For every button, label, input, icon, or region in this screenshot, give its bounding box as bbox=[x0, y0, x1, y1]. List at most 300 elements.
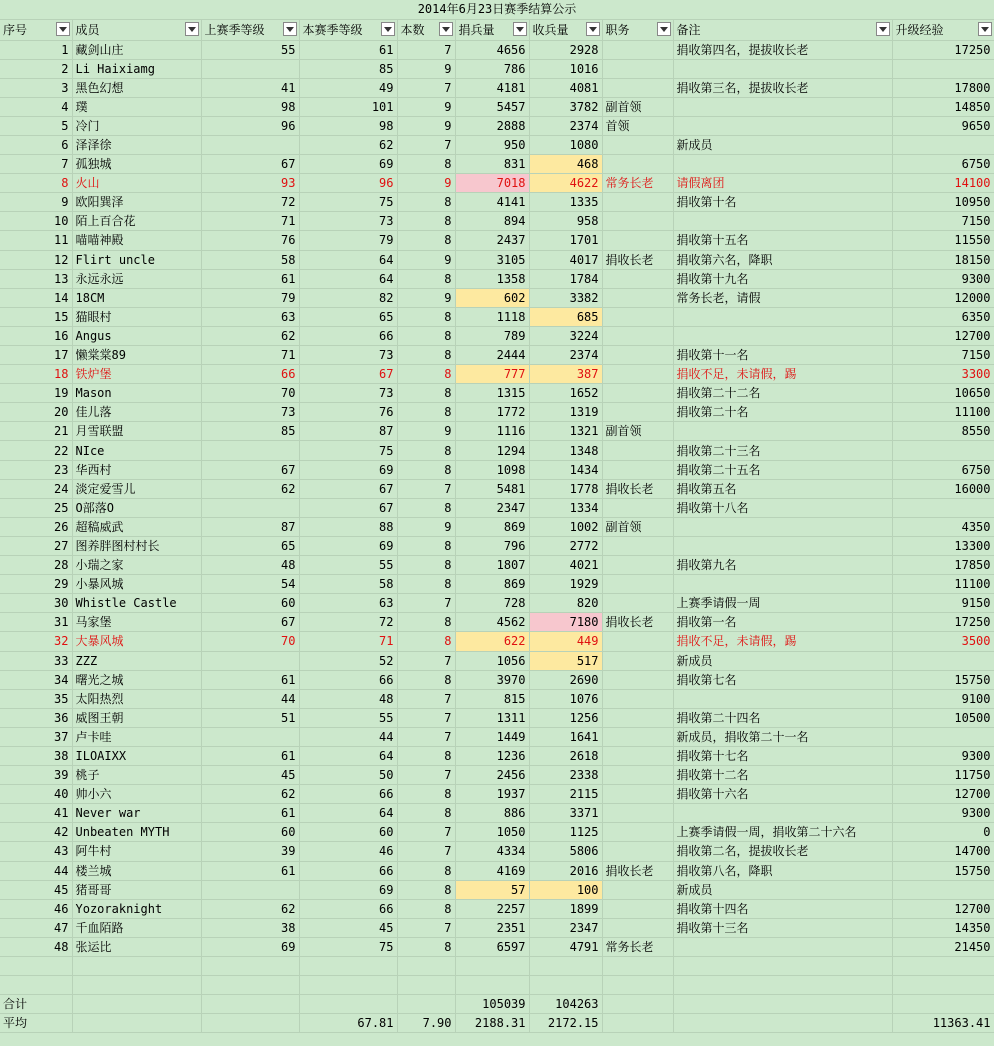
cell-exp[interactable]: 10950 bbox=[892, 193, 994, 212]
cell-donated[interactable]: 622 bbox=[455, 632, 529, 651]
cell-role[interactable] bbox=[602, 40, 673, 59]
cell-received[interactable]: 2374 bbox=[529, 346, 602, 365]
cell-exp[interactable]: 10500 bbox=[892, 708, 994, 727]
cell-exp[interactable] bbox=[892, 59, 994, 78]
cell-note[interactable]: 捐收第十九名 bbox=[673, 269, 892, 288]
cell-note[interactable] bbox=[673, 804, 892, 823]
cell-count[interactable]: 8 bbox=[397, 498, 455, 517]
cell-member[interactable]: 璞 bbox=[72, 97, 201, 116]
empty-cell[interactable] bbox=[892, 995, 994, 1014]
cell-role[interactable] bbox=[602, 918, 673, 937]
cell-index[interactable]: 5 bbox=[0, 116, 72, 135]
cell-received[interactable]: 685 bbox=[529, 307, 602, 326]
cell-received[interactable]: 1335 bbox=[529, 193, 602, 212]
cell-role[interactable] bbox=[602, 135, 673, 154]
cell-count[interactable]: 8 bbox=[397, 556, 455, 575]
empty-cell[interactable] bbox=[201, 976, 299, 995]
cell-exp[interactable]: 4350 bbox=[892, 517, 994, 536]
cell-donated[interactable]: 1449 bbox=[455, 727, 529, 746]
cell-index[interactable]: 43 bbox=[0, 842, 72, 861]
cell-count[interactable]: 8 bbox=[397, 307, 455, 326]
cell-role[interactable] bbox=[602, 59, 673, 78]
cell-count[interactable]: 8 bbox=[397, 441, 455, 460]
cell-donated[interactable]: 1358 bbox=[455, 269, 529, 288]
cell-last-level[interactable]: 62 bbox=[201, 785, 299, 804]
cell-count[interactable]: 8 bbox=[397, 785, 455, 804]
cell-received[interactable]: 4622 bbox=[529, 174, 602, 193]
empty-cell[interactable] bbox=[673, 957, 892, 976]
empty-cell[interactable] bbox=[397, 995, 455, 1014]
cell-count[interactable]: 8 bbox=[397, 804, 455, 823]
cell-current-level[interactable]: 69 bbox=[299, 880, 397, 899]
cell-index[interactable]: 14 bbox=[0, 288, 72, 307]
cell-note[interactable]: 新成员 bbox=[673, 651, 892, 670]
cell-member[interactable]: 陌上百合花 bbox=[72, 212, 201, 231]
cell-member[interactable]: 华西村 bbox=[72, 460, 201, 479]
cell-donated[interactable]: 1050 bbox=[455, 823, 529, 842]
cell-member[interactable]: 18CM bbox=[72, 288, 201, 307]
cell-exp[interactable]: 11750 bbox=[892, 766, 994, 785]
cell-member[interactable]: Yozoraknight bbox=[72, 899, 201, 918]
cell-role[interactable] bbox=[602, 346, 673, 365]
cell-count[interactable]: 7 bbox=[397, 823, 455, 842]
cell-received[interactable]: 1784 bbox=[529, 269, 602, 288]
cell-count[interactable]: 7 bbox=[397, 135, 455, 154]
cell-last-level[interactable]: 54 bbox=[201, 575, 299, 594]
cell-last-level[interactable]: 61 bbox=[201, 670, 299, 689]
cell-count[interactable]: 8 bbox=[397, 937, 455, 956]
cell-current-level[interactable]: 82 bbox=[299, 288, 397, 307]
cell-last-level[interactable]: 62 bbox=[201, 899, 299, 918]
cell-note[interactable]: 捐收第十名 bbox=[673, 193, 892, 212]
cell-count[interactable]: 8 bbox=[397, 384, 455, 403]
empty-cell[interactable] bbox=[299, 957, 397, 976]
cell-count[interactable]: 8 bbox=[397, 155, 455, 174]
cell-count[interactable]: 7 bbox=[397, 40, 455, 59]
cell-last-level[interactable] bbox=[201, 498, 299, 517]
cell-current-level[interactable]: 76 bbox=[299, 403, 397, 422]
cell-donated[interactable]: 2347 bbox=[455, 498, 529, 517]
cell-note[interactable]: 捐收第十五名 bbox=[673, 231, 892, 250]
cell-member[interactable]: 佳儿落 bbox=[72, 403, 201, 422]
cell-member[interactable]: Whistle Castle bbox=[72, 594, 201, 613]
cell-last-level[interactable]: 72 bbox=[201, 193, 299, 212]
averages-row-exp[interactable]: 11363.41 bbox=[892, 1014, 994, 1033]
cell-donated[interactable]: 2437 bbox=[455, 231, 529, 250]
cell-donated[interactable]: 886 bbox=[455, 804, 529, 823]
cell-count[interactable]: 9 bbox=[397, 288, 455, 307]
cell-exp[interactable]: 10650 bbox=[892, 384, 994, 403]
cell-current-level[interactable]: 87 bbox=[299, 422, 397, 441]
cell-role[interactable]: 捐收长老 bbox=[602, 861, 673, 880]
cell-current-level[interactable]: 69 bbox=[299, 536, 397, 555]
cell-note[interactable]: 捐收第六名，降职 bbox=[673, 250, 892, 269]
empty-cell[interactable] bbox=[201, 1014, 299, 1033]
cell-role[interactable] bbox=[602, 307, 673, 326]
cell-index[interactable]: 31 bbox=[0, 613, 72, 632]
cell-role[interactable] bbox=[602, 842, 673, 861]
empty-cell[interactable] bbox=[673, 995, 892, 1014]
cell-role[interactable] bbox=[602, 403, 673, 422]
cell-index[interactable]: 37 bbox=[0, 727, 72, 746]
cell-donated[interactable]: 4141 bbox=[455, 193, 529, 212]
cell-exp[interactable]: 15750 bbox=[892, 670, 994, 689]
cell-member[interactable]: 藏剑山庄 bbox=[72, 40, 201, 59]
cell-current-level[interactable]: 75 bbox=[299, 441, 397, 460]
cell-count[interactable]: 7 bbox=[397, 708, 455, 727]
cell-last-level[interactable]: 62 bbox=[201, 479, 299, 498]
cell-role[interactable]: 捐收长老 bbox=[602, 613, 673, 632]
cell-last-level[interactable]: 85 bbox=[201, 422, 299, 441]
cell-exp[interactable]: 12700 bbox=[892, 899, 994, 918]
cell-donated[interactable]: 777 bbox=[455, 365, 529, 384]
totals-row-received[interactable]: 104263 bbox=[529, 995, 602, 1014]
cell-role[interactable] bbox=[602, 498, 673, 517]
filter-dropdown-icon[interactable] bbox=[185, 22, 199, 36]
averages-row-index[interactable]: 平均 bbox=[0, 1014, 72, 1033]
empty-cell[interactable] bbox=[201, 957, 299, 976]
cell-note[interactable] bbox=[673, 307, 892, 326]
cell-donated[interactable]: 831 bbox=[455, 155, 529, 174]
cell-role[interactable] bbox=[602, 231, 673, 250]
cell-donated[interactable]: 1311 bbox=[455, 708, 529, 727]
cell-index[interactable]: 36 bbox=[0, 708, 72, 727]
cell-role[interactable] bbox=[602, 193, 673, 212]
cell-member[interactable]: ILOAIXX bbox=[72, 746, 201, 765]
cell-exp[interactable]: 3300 bbox=[892, 365, 994, 384]
empty-cell[interactable] bbox=[529, 957, 602, 976]
empty-cell[interactable] bbox=[529, 976, 602, 995]
totals-row-index[interactable]: 合计 bbox=[0, 995, 72, 1014]
cell-note[interactable]: 捐收第十六名 bbox=[673, 785, 892, 804]
cell-member[interactable]: Li Haixiamg bbox=[72, 59, 201, 78]
cell-role[interactable] bbox=[602, 823, 673, 842]
cell-current-level[interactable]: 50 bbox=[299, 766, 397, 785]
cell-last-level[interactable] bbox=[201, 59, 299, 78]
cell-note[interactable]: 捐收第八名，降职 bbox=[673, 861, 892, 880]
cell-role[interactable] bbox=[602, 326, 673, 345]
cell-current-level[interactable]: 66 bbox=[299, 861, 397, 880]
cell-role[interactable] bbox=[602, 575, 673, 594]
cell-last-level[interactable]: 69 bbox=[201, 937, 299, 956]
empty-cell[interactable] bbox=[673, 1014, 892, 1033]
cell-member[interactable]: NIce bbox=[72, 441, 201, 460]
cell-donated[interactable]: 6597 bbox=[455, 937, 529, 956]
cell-index[interactable]: 22 bbox=[0, 441, 72, 460]
cell-last-level[interactable]: 44 bbox=[201, 689, 299, 708]
cell-member[interactable]: 曙光之城 bbox=[72, 670, 201, 689]
cell-note[interactable]: 捐收第二十二名 bbox=[673, 384, 892, 403]
cell-donated[interactable]: 4169 bbox=[455, 861, 529, 880]
cell-last-level[interactable]: 51 bbox=[201, 708, 299, 727]
cell-member[interactable]: 楼兰城 bbox=[72, 861, 201, 880]
cell-current-level[interactable]: 58 bbox=[299, 575, 397, 594]
cell-note[interactable]: 捐收第十一名 bbox=[673, 346, 892, 365]
cell-donated[interactable]: 2351 bbox=[455, 918, 529, 937]
cell-exp[interactable]: 14700 bbox=[892, 842, 994, 861]
cell-note[interactable]: 常务长老，请假 bbox=[673, 288, 892, 307]
cell-member[interactable]: 阿牛村 bbox=[72, 842, 201, 861]
cell-note[interactable]: 捐收第十七名 bbox=[673, 746, 892, 765]
cell-note[interactable]: 新成员 bbox=[673, 880, 892, 899]
cell-donated[interactable]: 3105 bbox=[455, 250, 529, 269]
cell-received[interactable]: 1701 bbox=[529, 231, 602, 250]
cell-note[interactable]: 捐收第五名 bbox=[673, 479, 892, 498]
cell-count[interactable]: 8 bbox=[397, 880, 455, 899]
cell-member[interactable]: 张运比 bbox=[72, 937, 201, 956]
cell-received[interactable]: 2928 bbox=[529, 40, 602, 59]
cell-note[interactable]: 新成员 bbox=[673, 135, 892, 154]
cell-index[interactable]: 12 bbox=[0, 250, 72, 269]
cell-last-level[interactable]: 61 bbox=[201, 804, 299, 823]
cell-last-level[interactable]: 71 bbox=[201, 346, 299, 365]
cell-role[interactable] bbox=[602, 899, 673, 918]
cell-received[interactable]: 1641 bbox=[529, 727, 602, 746]
cell-member[interactable]: 帅小六 bbox=[72, 785, 201, 804]
cell-received[interactable]: 958 bbox=[529, 212, 602, 231]
cell-received[interactable]: 1016 bbox=[529, 59, 602, 78]
cell-exp[interactable]: 9150 bbox=[892, 594, 994, 613]
cell-exp[interactable]: 3500 bbox=[892, 632, 994, 651]
cell-donated[interactable]: 57 bbox=[455, 880, 529, 899]
cell-index[interactable]: 27 bbox=[0, 536, 72, 555]
cell-current-level[interactable]: 66 bbox=[299, 326, 397, 345]
cell-exp[interactable]: 7150 bbox=[892, 212, 994, 231]
cell-last-level[interactable] bbox=[201, 441, 299, 460]
empty-cell[interactable] bbox=[892, 976, 994, 995]
cell-donated[interactable]: 4334 bbox=[455, 842, 529, 861]
cell-index[interactable]: 44 bbox=[0, 861, 72, 880]
cell-donated[interactable]: 2444 bbox=[455, 346, 529, 365]
filter-dropdown-icon[interactable] bbox=[513, 22, 527, 36]
cell-last-level[interactable] bbox=[201, 135, 299, 154]
cell-exp[interactable] bbox=[892, 498, 994, 517]
cell-member[interactable]: 图养胖图村村长 bbox=[72, 536, 201, 555]
cell-role[interactable]: 常务长老 bbox=[602, 174, 673, 193]
cell-note[interactable] bbox=[673, 155, 892, 174]
cell-count[interactable]: 9 bbox=[397, 250, 455, 269]
cell-index[interactable]: 21 bbox=[0, 422, 72, 441]
cell-received[interactable]: 820 bbox=[529, 594, 602, 613]
cell-member[interactable]: 火山 bbox=[72, 174, 201, 193]
cell-note[interactable]: 捐收第十二名 bbox=[673, 766, 892, 785]
cell-member[interactable]: 泽泽徐 bbox=[72, 135, 201, 154]
cell-count[interactable]: 9 bbox=[397, 97, 455, 116]
cell-donated[interactable]: 5457 bbox=[455, 97, 529, 116]
filter-dropdown-icon[interactable] bbox=[978, 22, 992, 36]
cell-donated[interactable]: 869 bbox=[455, 575, 529, 594]
cell-current-level[interactable]: 64 bbox=[299, 250, 397, 269]
cell-received[interactable]: 3224 bbox=[529, 326, 602, 345]
cell-note[interactable] bbox=[673, 517, 892, 536]
cell-member[interactable]: Mason bbox=[72, 384, 201, 403]
cell-received[interactable]: 2338 bbox=[529, 766, 602, 785]
cell-role[interactable]: 常务长老 bbox=[602, 937, 673, 956]
cell-member[interactable]: 超稿威武 bbox=[72, 517, 201, 536]
cell-exp[interactable]: 9300 bbox=[892, 269, 994, 288]
cell-current-level[interactable]: 55 bbox=[299, 708, 397, 727]
cell-current-level[interactable]: 88 bbox=[299, 517, 397, 536]
cell-received[interactable]: 2115 bbox=[529, 785, 602, 804]
cell-role[interactable] bbox=[602, 78, 673, 97]
cell-index[interactable]: 2 bbox=[0, 59, 72, 78]
cell-index[interactable]: 10 bbox=[0, 212, 72, 231]
cell-received[interactable]: 1321 bbox=[529, 422, 602, 441]
cell-role[interactable] bbox=[602, 212, 673, 231]
cell-donated[interactable]: 789 bbox=[455, 326, 529, 345]
empty-cell[interactable] bbox=[72, 976, 201, 995]
cell-received[interactable]: 2618 bbox=[529, 746, 602, 765]
cell-last-level[interactable]: 61 bbox=[201, 861, 299, 880]
averages-row-count[interactable]: 7.90 bbox=[397, 1014, 455, 1033]
cell-role[interactable]: 副首领 bbox=[602, 517, 673, 536]
cell-member[interactable]: Unbeaten MYTH bbox=[72, 823, 201, 842]
cell-received[interactable]: 2772 bbox=[529, 536, 602, 555]
cell-donated[interactable]: 3970 bbox=[455, 670, 529, 689]
cell-last-level[interactable]: 48 bbox=[201, 556, 299, 575]
cell-last-level[interactable]: 79 bbox=[201, 288, 299, 307]
cell-donated[interactable]: 1937 bbox=[455, 785, 529, 804]
cell-donated[interactable]: 5481 bbox=[455, 479, 529, 498]
filter-dropdown-icon[interactable] bbox=[876, 22, 890, 36]
cell-received[interactable]: 1929 bbox=[529, 575, 602, 594]
cell-index[interactable]: 3 bbox=[0, 78, 72, 97]
cell-note[interactable] bbox=[673, 536, 892, 555]
cell-index[interactable]: 13 bbox=[0, 269, 72, 288]
empty-cell[interactable] bbox=[397, 976, 455, 995]
empty-cell[interactable] bbox=[455, 957, 529, 976]
cell-index[interactable]: 48 bbox=[0, 937, 72, 956]
cell-current-level[interactable]: 60 bbox=[299, 823, 397, 842]
cell-last-level[interactable]: 70 bbox=[201, 384, 299, 403]
cell-current-level[interactable]: 96 bbox=[299, 174, 397, 193]
cell-role[interactable]: 副首领 bbox=[602, 97, 673, 116]
cell-note[interactable]: 捐收第一名 bbox=[673, 613, 892, 632]
cell-donated[interactable]: 815 bbox=[455, 689, 529, 708]
cell-member[interactable]: 铁炉堡 bbox=[72, 365, 201, 384]
cell-donated[interactable]: 602 bbox=[455, 288, 529, 307]
cell-index[interactable]: 33 bbox=[0, 651, 72, 670]
cell-index[interactable]: 42 bbox=[0, 823, 72, 842]
filter-dropdown-icon[interactable] bbox=[657, 22, 671, 36]
cell-received[interactable]: 387 bbox=[529, 365, 602, 384]
cell-donated[interactable]: 1116 bbox=[455, 422, 529, 441]
cell-donated[interactable]: 1772 bbox=[455, 403, 529, 422]
cell-exp[interactable]: 14350 bbox=[892, 918, 994, 937]
cell-index[interactable]: 39 bbox=[0, 766, 72, 785]
empty-cell[interactable] bbox=[299, 995, 397, 1014]
cell-member[interactable]: 大暴风城 bbox=[72, 632, 201, 651]
empty-cell[interactable] bbox=[602, 995, 673, 1014]
cell-last-level[interactable]: 76 bbox=[201, 231, 299, 250]
filter-dropdown-icon[interactable] bbox=[283, 22, 297, 36]
cell-role[interactable] bbox=[602, 727, 673, 746]
cell-role[interactable]: 捐收长老 bbox=[602, 479, 673, 498]
cell-note[interactable]: 捐收第三名，提拔收长老 bbox=[673, 78, 892, 97]
cell-role[interactable] bbox=[602, 785, 673, 804]
cell-last-level[interactable]: 55 bbox=[201, 40, 299, 59]
filter-dropdown-icon[interactable] bbox=[586, 22, 600, 36]
cell-received[interactable]: 1652 bbox=[529, 384, 602, 403]
cell-role[interactable] bbox=[602, 536, 673, 555]
cell-received[interactable]: 3382 bbox=[529, 288, 602, 307]
cell-last-level[interactable] bbox=[201, 880, 299, 899]
cell-current-level[interactable]: 71 bbox=[299, 632, 397, 651]
cell-count[interactable]: 8 bbox=[397, 613, 455, 632]
cell-member[interactable]: Angus bbox=[72, 326, 201, 345]
cell-note[interactable] bbox=[673, 689, 892, 708]
cell-donated[interactable]: 4656 bbox=[455, 40, 529, 59]
cell-role[interactable] bbox=[602, 155, 673, 174]
averages-row-received[interactable]: 2172.15 bbox=[529, 1014, 602, 1033]
cell-role[interactable] bbox=[602, 269, 673, 288]
cell-role[interactable] bbox=[602, 594, 673, 613]
cell-received[interactable]: 2347 bbox=[529, 918, 602, 937]
cell-exp[interactable]: 11550 bbox=[892, 231, 994, 250]
cell-exp[interactable]: 8550 bbox=[892, 422, 994, 441]
cell-last-level[interactable]: 98 bbox=[201, 97, 299, 116]
cell-member[interactable]: 威图王朝 bbox=[72, 708, 201, 727]
cell-member[interactable]: 懒棠棠89 bbox=[72, 346, 201, 365]
empty-cell[interactable] bbox=[455, 976, 529, 995]
cell-current-level[interactable]: 66 bbox=[299, 670, 397, 689]
cell-exp[interactable] bbox=[892, 880, 994, 899]
cell-donated[interactable]: 1056 bbox=[455, 651, 529, 670]
cell-exp[interactable] bbox=[892, 441, 994, 460]
cell-current-level[interactable]: 64 bbox=[299, 804, 397, 823]
cell-last-level[interactable]: 63 bbox=[201, 307, 299, 326]
cell-count[interactable]: 9 bbox=[397, 422, 455, 441]
cell-count[interactable]: 9 bbox=[397, 174, 455, 193]
cell-member[interactable]: 小暴风城 bbox=[72, 575, 201, 594]
cell-index[interactable]: 15 bbox=[0, 307, 72, 326]
cell-exp[interactable]: 9300 bbox=[892, 804, 994, 823]
empty-cell[interactable] bbox=[602, 957, 673, 976]
cell-received[interactable]: 517 bbox=[529, 651, 602, 670]
cell-current-level[interactable]: 66 bbox=[299, 899, 397, 918]
cell-last-level[interactable]: 60 bbox=[201, 594, 299, 613]
cell-last-level[interactable]: 38 bbox=[201, 918, 299, 937]
cell-role[interactable] bbox=[602, 384, 673, 403]
cell-index[interactable]: 20 bbox=[0, 403, 72, 422]
cell-note[interactable] bbox=[673, 937, 892, 956]
cell-last-level[interactable]: 87 bbox=[201, 517, 299, 536]
cell-current-level[interactable]: 48 bbox=[299, 689, 397, 708]
cell-index[interactable]: 8 bbox=[0, 174, 72, 193]
cell-note[interactable] bbox=[673, 97, 892, 116]
cell-last-level[interactable]: 65 bbox=[201, 536, 299, 555]
cell-donated[interactable]: 1807 bbox=[455, 556, 529, 575]
cell-last-level[interactable]: 70 bbox=[201, 632, 299, 651]
cell-note[interactable]: 捐收不足，未请假，踢 bbox=[673, 632, 892, 651]
cell-index[interactable]: 18 bbox=[0, 365, 72, 384]
cell-exp[interactable]: 11100 bbox=[892, 575, 994, 594]
cell-index[interactable]: 45 bbox=[0, 880, 72, 899]
cell-member[interactable]: 冷门 bbox=[72, 116, 201, 135]
cell-role[interactable] bbox=[602, 804, 673, 823]
empty-cell[interactable] bbox=[397, 957, 455, 976]
cell-received[interactable]: 1434 bbox=[529, 460, 602, 479]
cell-exp[interactable]: 15750 bbox=[892, 861, 994, 880]
cell-count[interactable]: 8 bbox=[397, 861, 455, 880]
cell-exp[interactable]: 17250 bbox=[892, 40, 994, 59]
cell-index[interactable]: 40 bbox=[0, 785, 72, 804]
empty-cell[interactable] bbox=[673, 976, 892, 995]
cell-count[interactable]: 8 bbox=[397, 365, 455, 384]
cell-count[interactable]: 8 bbox=[397, 746, 455, 765]
cell-count[interactable]: 8 bbox=[397, 575, 455, 594]
cell-role[interactable]: 捐收长老 bbox=[602, 250, 673, 269]
